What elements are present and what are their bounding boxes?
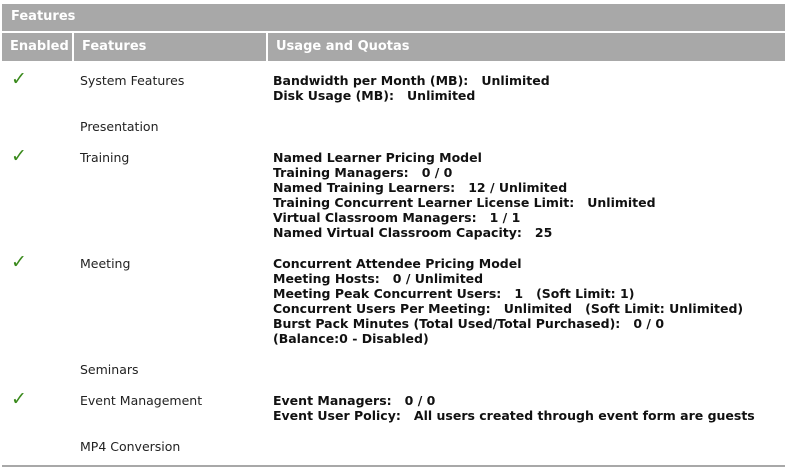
usage-line: Concurrent Attendee Pricing Model <box>273 256 522 271</box>
feature-name: Training <box>80 150 130 165</box>
usage-line: Named Training Learners: 12 / Unlimited <box>273 180 568 196</box>
feature-name: System Features <box>80 73 185 88</box>
usage-quotas <box>273 256 743 347</box>
usage-line: Event User Policy: All users created through event form are guests <box>273 408 755 424</box>
usage-line: Concurrent Users Per Meeting: Unlimited (Soft Limit: Unlimited) <box>273 301 744 317</box>
feature-name: MP4 Conversion <box>80 439 181 454</box>
panel-title: Features <box>2 4 785 31</box>
usage-line: Named Learner Pricing Model <box>273 150 482 165</box>
usage-line: Meeting Hosts: 0 / Unlimited <box>273 271 484 287</box>
usage-quotas <box>273 150 656 241</box>
column-header-enabled: Enabled <box>10 39 69 54</box>
usage-line: Event Managers: 0 / 0 <box>273 393 436 408</box>
enabled-check-icon: ✓ <box>11 251 27 273</box>
usage-line: Disk Usage (MB): Unlimited <box>273 88 476 104</box>
feature-name: Event Management <box>80 393 203 408</box>
usage-line: Meeting Peak Concurrent Users: 1 (Soft Limit: 1) <box>273 286 635 302</box>
table-bottom-divider <box>2 465 785 467</box>
feature-name: Meeting <box>80 256 131 271</box>
feature-name: Seminars <box>80 362 139 377</box>
usage-line: Training Managers: 0 / 0 <box>273 165 453 181</box>
usage-line: Named Virtual Classroom Capacity: 25 <box>273 225 553 241</box>
usage-line: Bandwidth per Month (MB): Unlimited <box>273 73 550 88</box>
usage-line: Training Concurrent Learner License Limit: Unlimited <box>273 195 656 211</box>
usage-line: (Balance:0 - Disabled) <box>273 331 429 347</box>
usage-quotas <box>273 393 755 423</box>
usage-line: Virtual Classroom Managers: 1 / 1 <box>273 210 521 226</box>
table-header <box>2 33 785 61</box>
enabled-check-icon: ✓ <box>11 145 27 167</box>
enabled-check-icon: ✓ <box>11 388 27 410</box>
feature-name: Presentation <box>80 119 159 134</box>
usage-quotas <box>273 73 550 103</box>
enabled-check-icon: ✓ <box>11 68 27 90</box>
column-header-features: Features <box>72 33 266 61</box>
usage-line: Burst Pack Minutes (Total Used/Total Purchased): 0 / 0 <box>273 316 665 332</box>
column-header-usage: Usage and Quotas <box>266 33 785 61</box>
